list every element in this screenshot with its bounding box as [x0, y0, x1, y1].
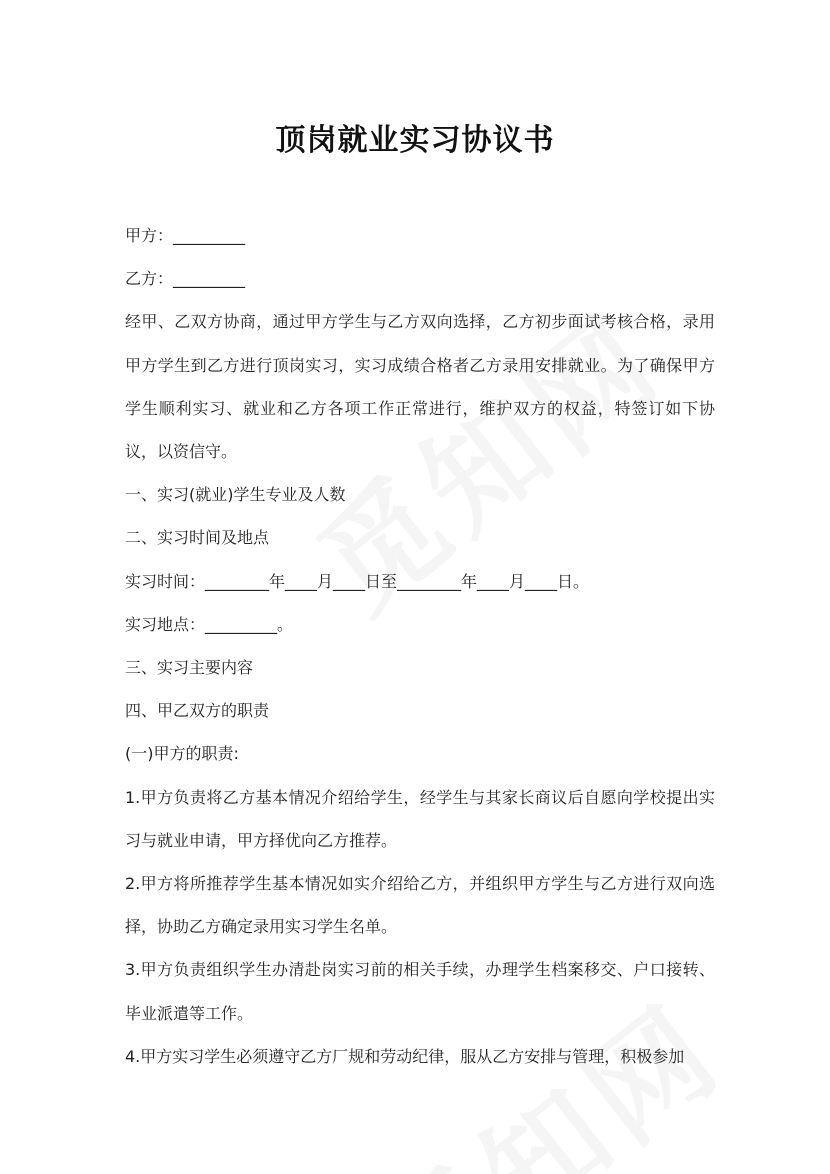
duty-item-2: 2.甲方将所推荐学生基本情况如实介绍给乙方，并组织甲方学生与乙方进行双向选择，协助乙方确定录用实习学生名单。	[125, 874, 715, 937]
document-body	[125, 214, 715, 1078]
subsection-heading-party-a-duties: (一)甲方的职责:	[125, 744, 239, 764]
party-b-line: 乙方：_________	[125, 269, 246, 289]
internship-time-line: 实习时间：________年____月____日至________年____月____日。	[125, 571, 590, 591]
section-heading-2: 二、实习时间及地点	[125, 528, 270, 548]
duty-item-3: 3.甲方负责组织学生办清赴岗实习前的相关手续，办理学生档案移交、户口接转、毕业派遣等工作。	[125, 960, 715, 1023]
section-heading-1: 一、实习(就业)学生专业及人数	[125, 485, 346, 505]
duty-item-4: 4.甲方实习学生必须遵守乙方厂规和劳动纪律，服从乙方安排与管理，积极参加	[125, 1046, 685, 1066]
document-title: 顶岗就业实习协议书	[275, 123, 555, 158]
internship-location-line: 实习地点：_________。	[125, 614, 294, 634]
section-heading-3: 三、实习主要内容	[125, 658, 254, 678]
preamble-paragraph: 经甲、乙双方协商，通过甲方学生与乙方双向选择，乙方初步面试考核合格，录用甲方学生到乙方进行顶岗实习，实习成绩合格者乙方录用安排就业。为了确保甲方学生顺利实习、就业和乙方各项工作正常进行，维护双方的权益，特签订如下协议，以资信守。	[125, 312, 715, 462]
duty-item-1: 1.甲方负责将乙方基本情况介绍给学生，经学生与其家长商议后自愿向学校提出实习与就业申请，甲方择优向乙方推荐。	[125, 787, 715, 850]
section-heading-4: 四、甲乙双方的职责	[125, 701, 270, 721]
party-a-line: 甲方：_________	[125, 226, 246, 245]
